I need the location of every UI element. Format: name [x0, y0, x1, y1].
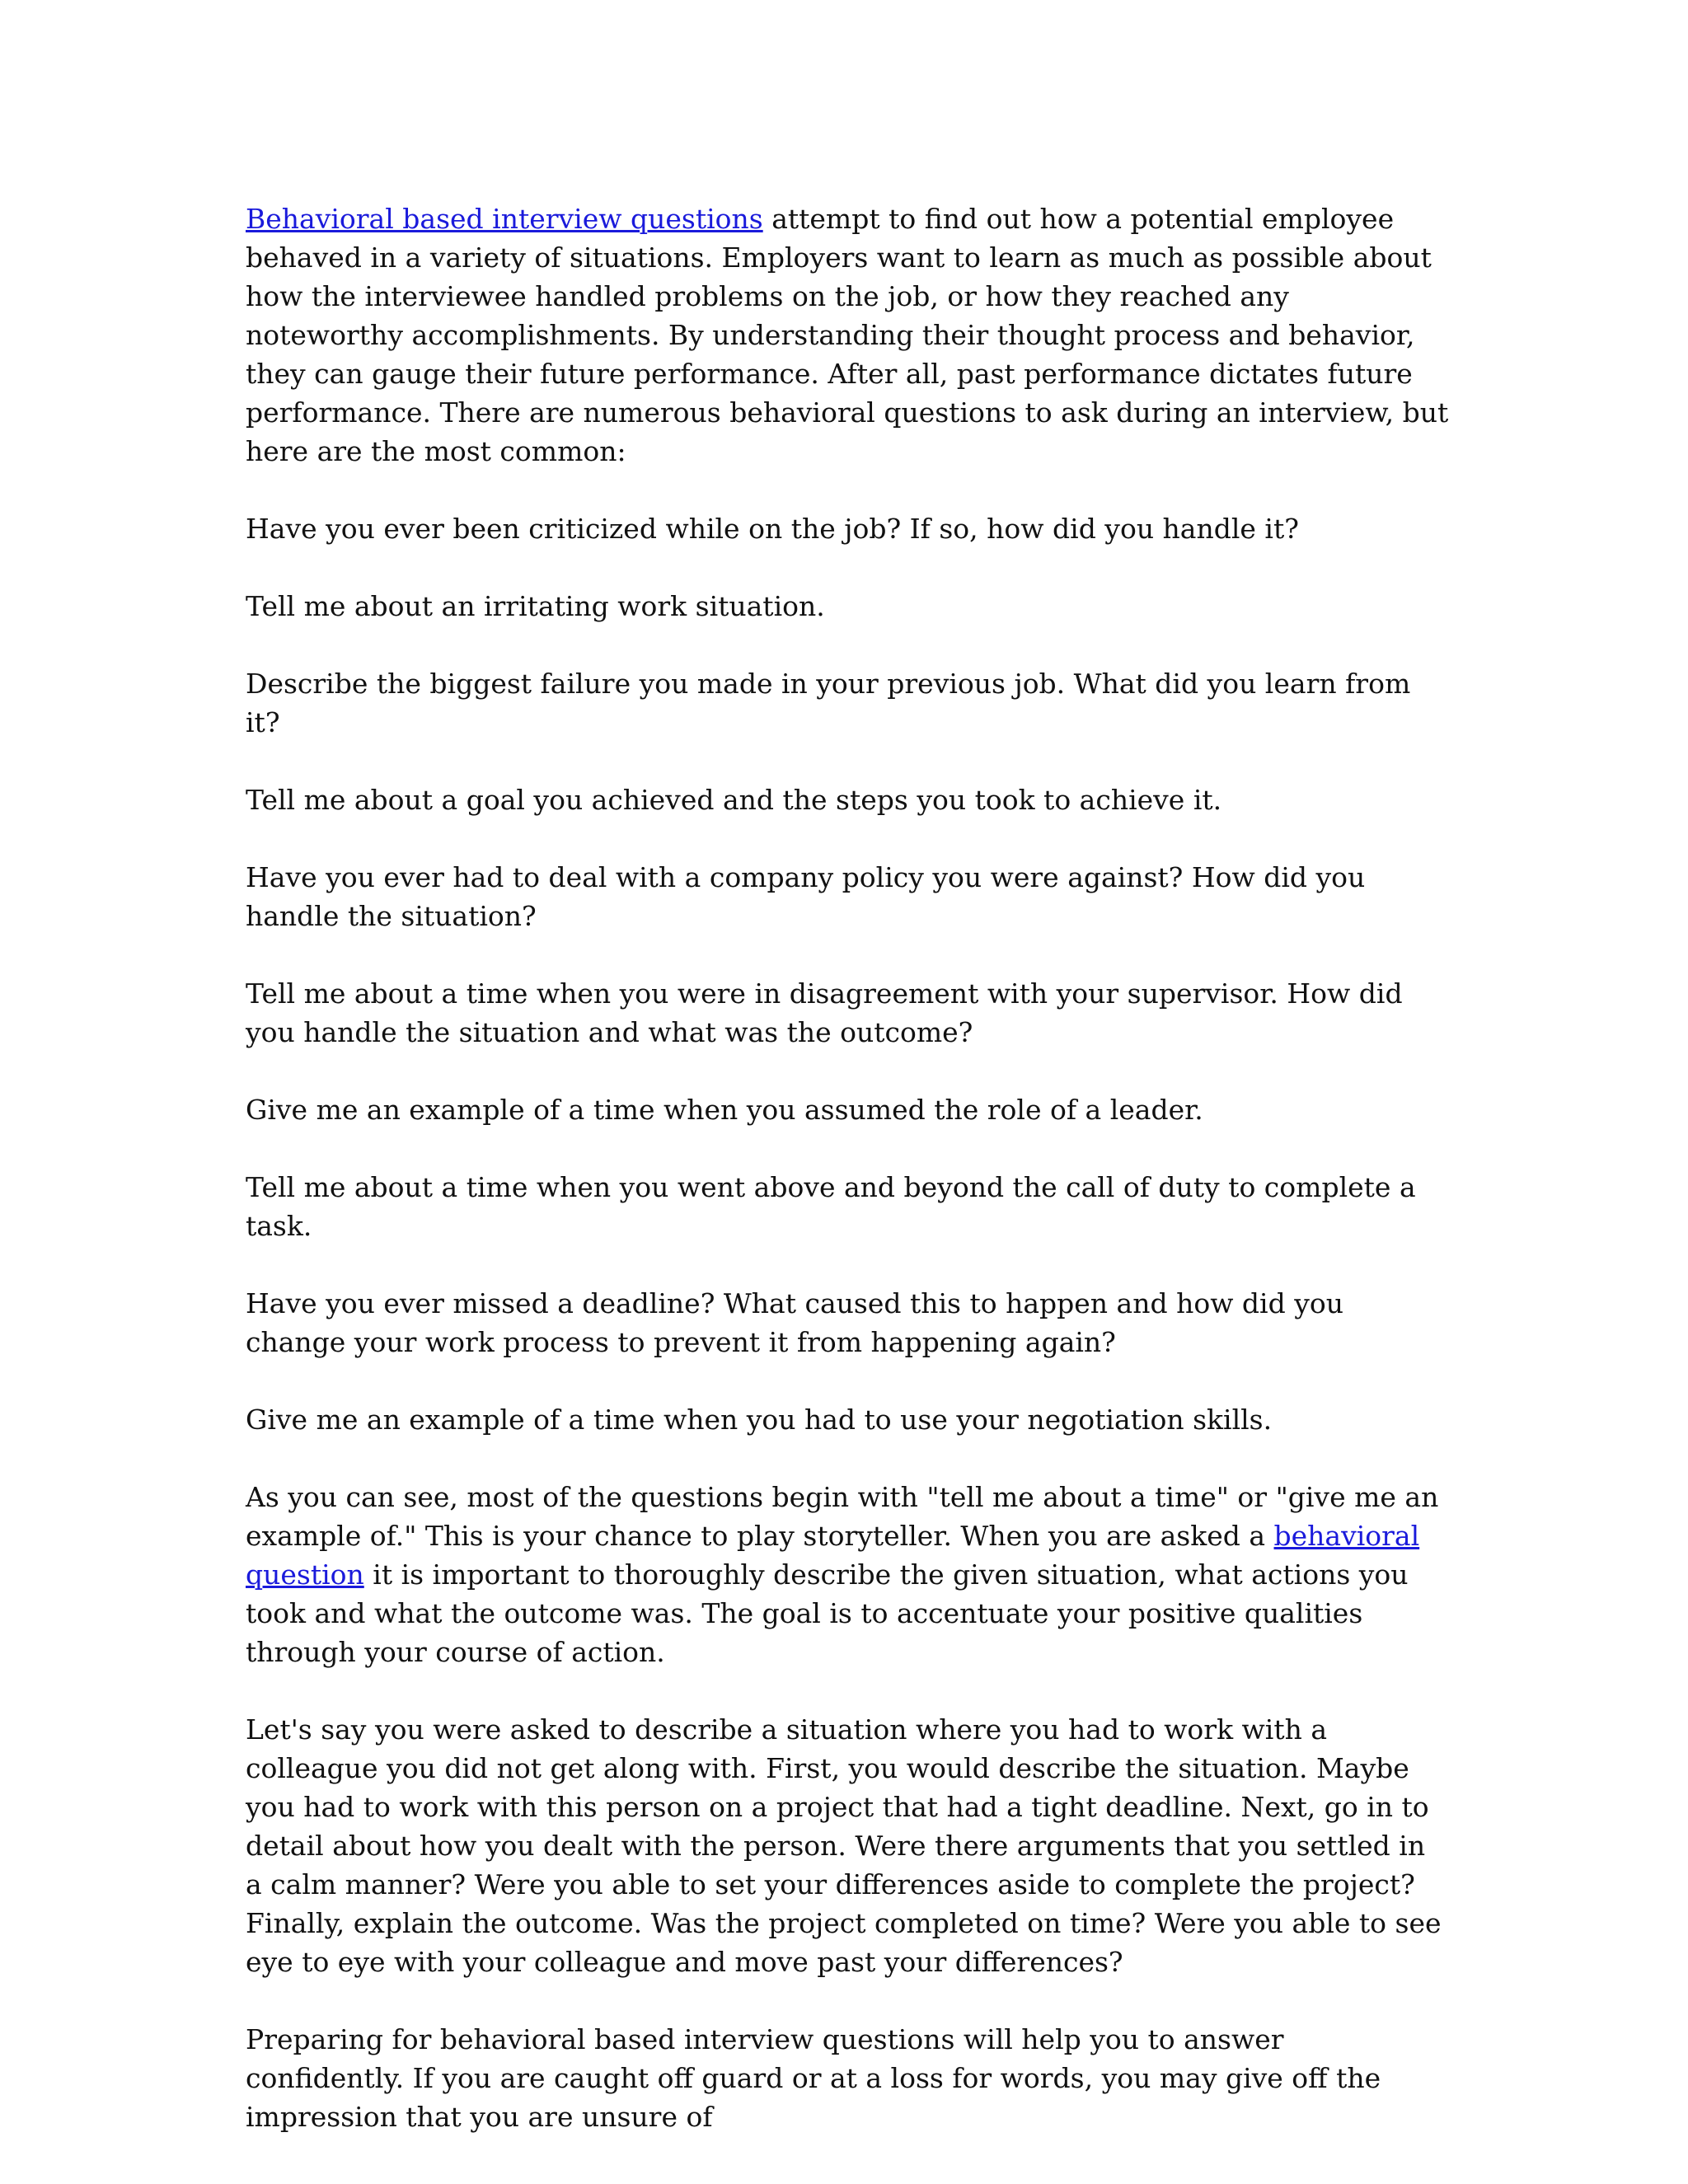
- behavioral-questions-link[interactable]: Behavioral based interview questions: [246, 203, 763, 235]
- question-item: Give me an example of a time when you had to use your negotiation skills.: [246, 1404, 1273, 1436]
- question-item: Give me an example of a time when you assumed the role of a leader.: [246, 1094, 1203, 1126]
- document-body: [246, 199, 1449, 2175]
- question-item: Tell me about an irritating work situation.: [246, 590, 825, 622]
- question-item: Tell me about a time when you went above and beyond the call of duty to complete a task.: [246, 1171, 1416, 1242]
- closing-paragraph: Preparing for behavioral based interview questions will help you to answer confidently. If you are caught off guard or at a loss for words, you may give off the impression that you are unsure of: [246, 2023, 1381, 2133]
- question-item: Tell me about a goal you achieved and the steps you took to achieve it.: [246, 784, 1222, 816]
- storyteller-text-before: As you can see, most of the questions begin with "tell me about a time" or "give me an example of." This is your chance to play storyteller. When you are asked a: [246, 1481, 1439, 1552]
- question-item: Describe the biggest failure you made in your previous job. What did you learn from it?: [246, 668, 1411, 738]
- intro-text: attempt to find out how a potential employee behaved in a variety of situations. Employers want to learn as much as possible about how the interviewee handled problems on the job, or how they reached any noteworthy accomplishments. By understanding their thought process and behavior, they can gauge their future performance. After all, past performance dictates future performance. There are numerous behavioral questions to ask during an interview, but here are the most common:: [246, 203, 1449, 467]
- question-item: Have you ever been criticized while on the job? If so, how did you handle it?: [246, 513, 1299, 545]
- example-paragraph: Let's say you were asked to describe a situation where you had to work with a colleague you did not get along with. First, you would describe the situation. Maybe you had to work with this person on a project that had a tight deadline. Next, go in to detail about how you dealt with the person. Were there arguments that you settled in a calm manner? Were you able to set your differences aside to complete the project? Finally, explain the outcome. Was the project completed on time? Were you able to see eye to eye with your colleague and move past your differences?: [246, 1713, 1442, 1978]
- question-item: Tell me about a time when you were in disagreement with your supervisor. How did you handle the situation and what was the outcome?: [246, 977, 1403, 1048]
- question-item: Have you ever missed a deadline? What caused this to happen and how did you change your work process to prevent it from happening again?: [246, 1287, 1343, 1358]
- intro-paragraph: [246, 199, 1449, 471]
- behavioral-question-link[interactable]: behavioral question: [246, 1520, 1420, 1591]
- storyteller-paragraph: [246, 1478, 1449, 1671]
- storyteller-text-after: it is important to thoroughly describe the given situation, what actions you took and what the outcome was. The goal is to accentuate your positive qualities through your course of action.: [246, 1558, 1409, 1668]
- question-item: Have you ever had to deal with a company policy you were against? How did you handle the situation?: [246, 861, 1366, 932]
